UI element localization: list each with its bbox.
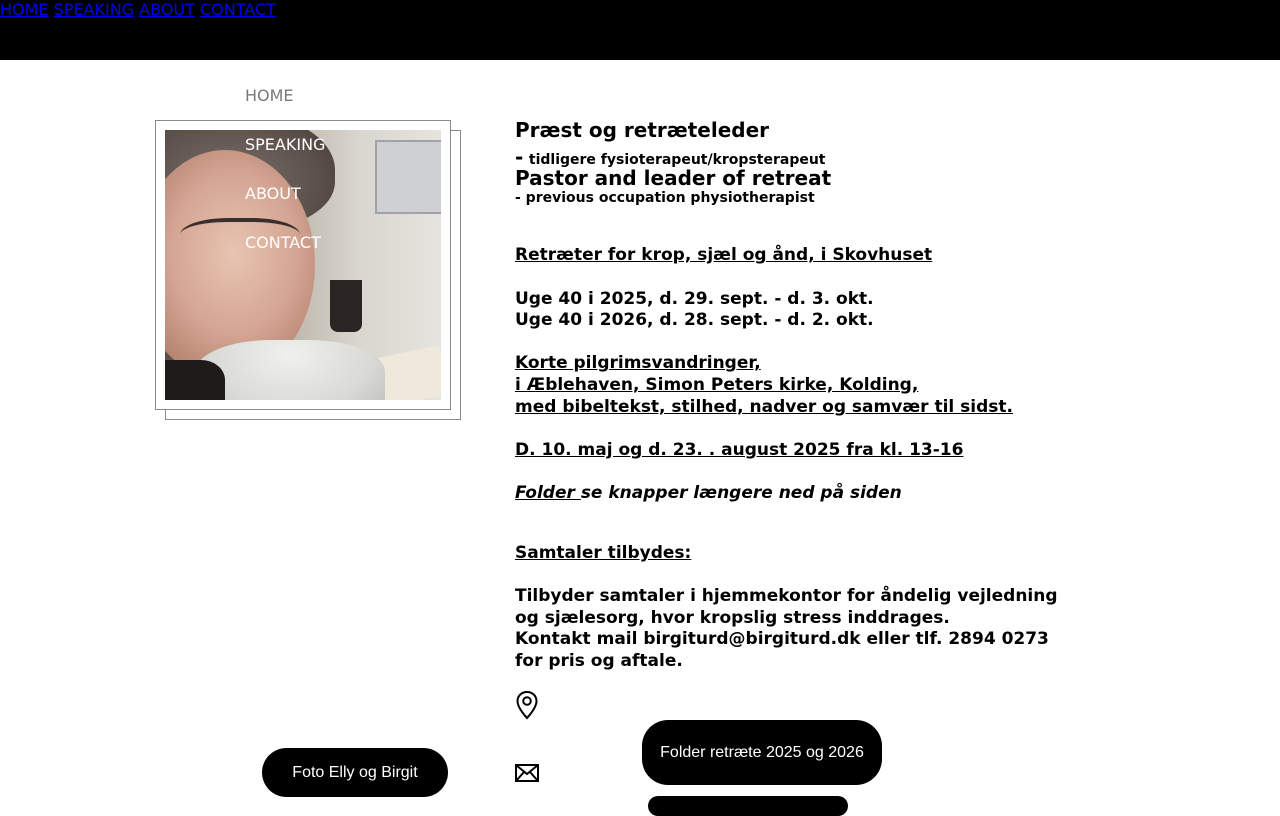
folder-link[interactable]: Folder	[515, 483, 581, 503]
sidenav-about-link[interactable]: ABOUT	[245, 184, 301, 203]
pilgrim-line-2: i Æblehaven, Simon Peters kirke, Kolding,	[515, 375, 919, 395]
talks-line-2: og sjælesorg, hvor kropslig stress inddrages.	[515, 608, 950, 628]
subtitle-dash: -	[515, 145, 524, 169]
subtitle-english: - previous occupation physiotherapist	[515, 190, 815, 206]
retreat-date-2025: Uge 40 i 2025, d. 29. sept. - d. 3. okt.	[515, 289, 874, 309]
folder-note-text: se knapper længere ned på siden	[580, 483, 902, 503]
retreats-heading: Retræter for krop, sjæl og ånd, i Skovhuset	[515, 245, 933, 265]
pilgrim-line-1	[515, 353, 761, 373]
topnav-speaking-link[interactable]: SPEAKING	[53, 0, 135, 19]
photo-credit-button[interactable]: Foto Elly og Birgit	[262, 748, 448, 797]
top-nav-bar	[0, 0, 1280, 60]
sidenav-contact-link[interactable]: CONTACT	[245, 233, 321, 252]
retreat-date-2026: Uge 40 i 2026, d. 28. sept. - d. 2. okt.	[515, 310, 874, 330]
sidenav-home-link[interactable]: HOME	[245, 86, 294, 105]
title-english: Pastor and leader of retreat	[515, 166, 832, 190]
topnav-contact-link[interactable]: CONTACT	[199, 0, 276, 19]
topnav-home-link[interactable]: HOME	[0, 0, 49, 19]
subtitle-danish: tidligere fysioterapeut/kropsterapeut	[528, 152, 826, 168]
talks-line-3: Kontakt mail birgiturd@birgiturd.dk eller tlf. 2894 0273	[515, 629, 1049, 649]
talks-heading: Samtaler tilbydes:	[515, 543, 692, 563]
talks-line-1: Tilbyder samtaler i hjemmekontor for åndelig vejledning	[515, 586, 1058, 606]
topnav-about-link[interactable]: ABOUT	[139, 0, 195, 19]
location-pin-icon[interactable]	[515, 690, 539, 724]
envelope-icon[interactable]	[515, 763, 539, 787]
pilgrim-line-3: med bibeltekst, stilhed, nadver og samvær til sidst.	[515, 397, 1013, 417]
folder-note	[515, 483, 902, 503]
talks-line-4: for pris og aftale.	[515, 651, 683, 671]
title-danish: Præst og retræteleder	[515, 118, 770, 142]
pilgrim-dates: D. 10. maj og d. 23. . august 2025 fra kl. 13-16	[515, 440, 964, 460]
folder-retreat-button[interactable]: Folder retræte 2025 og 2026	[642, 720, 882, 785]
additional-button-partial[interactable]	[648, 796, 848, 816]
portrait-photo	[165, 130, 441, 400]
pilgrim-title: Korte pilgrimsvandringer,	[515, 353, 761, 373]
sidenav-speaking-link[interactable]: SPEAKING	[245, 135, 326, 154]
